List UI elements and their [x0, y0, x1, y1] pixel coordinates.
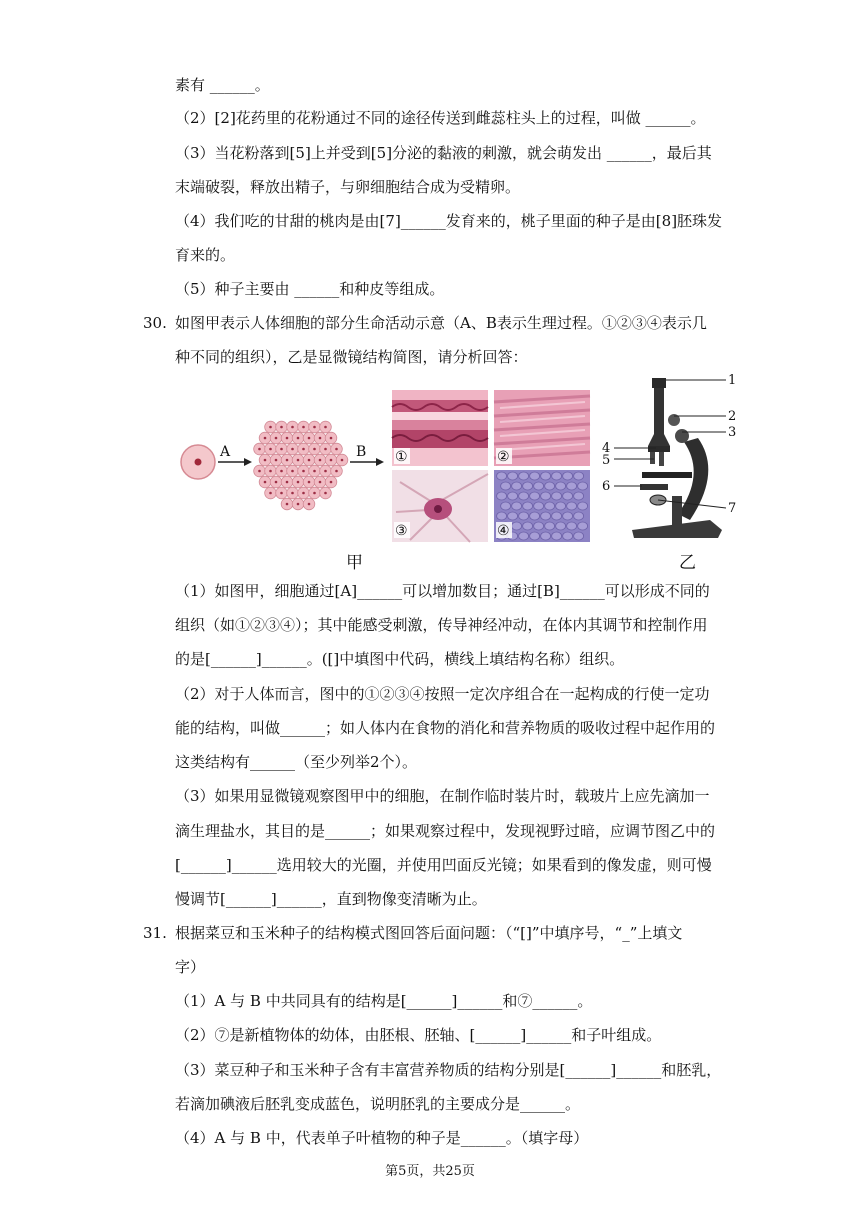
figure-caption-left: 甲 — [346, 553, 363, 573]
text-line: 素有 ______。 — [175, 76, 270, 94]
text-line: （5）种子主要由 ______和种皮等组成。 — [175, 280, 445, 298]
tissue-2-label: ② — [497, 449, 510, 465]
text-line: （3）如果用显微镜观察图甲中的细胞，在制作临时装片时，载玻片上应先滴加一 — [175, 787, 710, 805]
label-a: A — [220, 444, 231, 460]
tissue-4-label: ④ — [497, 523, 510, 539]
tissue-3-label: ③ — [395, 523, 408, 539]
text-line: 能的结构，叫做______；如人体内在食物的消化和营养物质的吸收过程中起作用的 — [175, 719, 716, 737]
tissue-2-image — [494, 390, 590, 466]
text-line: （2）⑦是新植物体的幼体，由胚根、胚轴、[______]______和子叶组成。 — [175, 1026, 662, 1044]
text-line: 如图甲表示人体细胞的部分生命活动示意（A、B表示生理过程。①②③④表示几 — [175, 314, 707, 332]
text-line: 字） — [175, 958, 206, 976]
text-line: （3）当花粉落到[5]上并受到[5]分泌的黏液的刺激，就会萌发出 ______，最后其 — [175, 144, 712, 162]
microscope-label-2: 2 — [728, 409, 737, 424]
text-line: （1）A 与 B 中共同具有的结构是[______]______和⑦______。 — [175, 992, 593, 1010]
microscope-label-3: 3 — [728, 425, 737, 440]
microscope-label-4: 4 — [602, 441, 611, 456]
text-line: 种不同的组织），乙是显微镜结构简图，请分析回答： — [175, 348, 528, 366]
microscope-label-7: 7 — [728, 501, 737, 516]
microscope-label-1: 1 — [728, 373, 737, 388]
text-line: 根据菜豆和玉米种子的结构模式图回答后面问题：（“[]”中填序号，“_”上填文 — [175, 924, 683, 942]
figure-caption-right: 乙 — [679, 553, 696, 573]
microscope-label-6: 6 — [602, 479, 611, 494]
microscope-icon — [602, 373, 736, 538]
text-line: 育来的。 — [175, 246, 236, 264]
page-footer: 第5页，共25页 — [385, 1164, 475, 1179]
text-line: 滴生理盐水，其目的是______；如果观察过程中，发现视野过暗，应调节图乙中的 — [175, 822, 716, 840]
figure-cells-and-microscope — [170, 372, 750, 572]
text-line: （3）菜豆种子和玉米种子含有丰富营养物质的结构分别是[______]______和胚乳， — [175, 1061, 722, 1079]
label-b: B — [356, 444, 367, 460]
text-line: [______]______选用较大的光圈，并使用凹面反光镜；如果看到的像发虚，则可慢 — [175, 856, 712, 874]
tissue-3-image — [392, 470, 488, 542]
tissue-1-label: ① — [395, 449, 408, 465]
tissue-1-image — [392, 390, 488, 466]
text-line: （4）我们吃的甘甜的桃肉是由[7]______发育来的，桃子里面的种子是由[8]胚珠发 — [175, 212, 723, 230]
single-cell-icon — [181, 445, 215, 479]
text-line: （2）对于人体而言，图中的①②③④按照一定次序组合在一起构成的行使一定功 — [175, 685, 710, 703]
tissue-4-image — [494, 470, 590, 542]
text-line: 组织（如①②③④）；其中能感受刺激，传导神经冲动，在体内其调节和控制作用 — [175, 616, 708, 634]
cell-cluster-icon — [254, 421, 348, 510]
text-line: （2）[2]花药里的花粉通过不同的途径传送到雌蕊柱头上的过程，叫做 ______。 — [175, 109, 706, 127]
microscope-label-5: 5 — [602, 453, 611, 468]
text-line: 若滴加碘液后胚乳变成蓝色，说明胚乳的主要成分是______。 — [175, 1095, 581, 1113]
text-line: 的是[______]______。([]中填图中代码，横线上填结构名称）组织。 — [175, 650, 625, 668]
text-line: （4）A 与 B 中，代表单子叶植物的种子是______。（填字母） — [175, 1129, 589, 1147]
question-number-30: 30. — [143, 314, 167, 332]
text-line: （1）如图甲，细胞通过[A]______可以增加数目；通过[B]______可以形成不同的 — [175, 582, 710, 600]
question-number-31: 31. — [143, 924, 167, 942]
text-line: 慢调节[______]______，直到物像变清晰为止。 — [175, 890, 487, 908]
text-line: 这类结构有______（至少列举2个）。 — [175, 753, 418, 771]
text-line: 末端破裂，释放出精子，与卵细胞结合成为受精卵。 — [175, 178, 521, 196]
